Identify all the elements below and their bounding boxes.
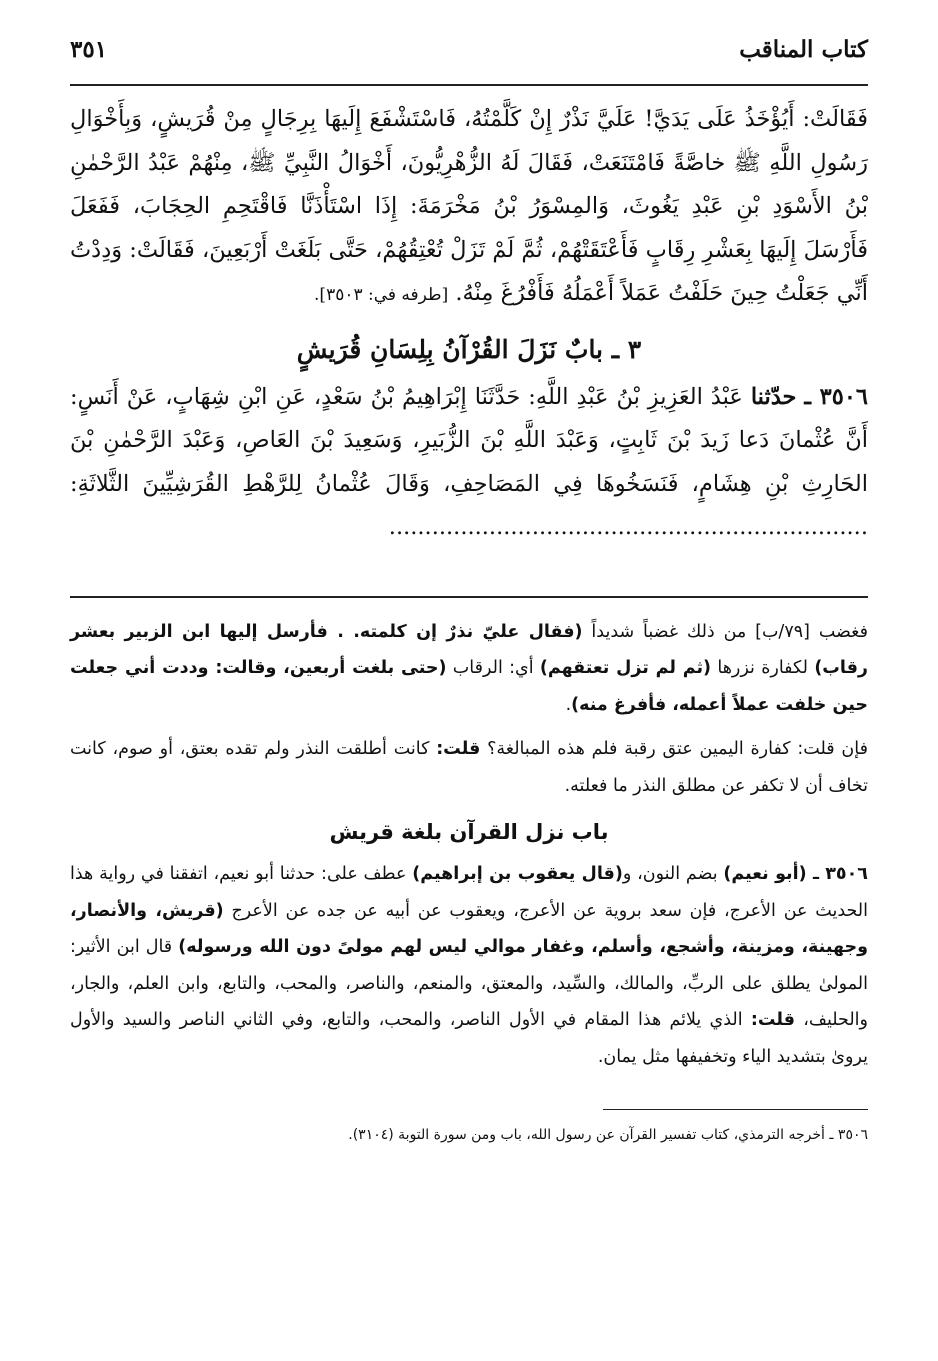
commentary-paragraph-3 [70,856,868,1075]
chapter-heading: ٣ ـ بابٌ نَزَلَ القُرْآنُ بِلِسَانِ قُرَيشٍ [296,334,642,364]
commentary-run: بضم النون، و [622,864,724,884]
hadith-narration-lead: حدّثنا [750,383,797,410]
footnote: ٣٥٠٦ ـ أخرجه الترمذي، كتاب تفسير القرآن عن رسول الله، باب ومن سورة التوبة (٣١٠٤). [348,1127,868,1143]
commentary-run: . [565,694,572,715]
page-header [70,36,868,86]
commentary-run: الذي يلائم هذا المقام في الأول الناصر، والمحب، والتابع، وفي الثاني الناصر والسيد والأول يروىٰ بتشديد الياء وتخفيفها مثل يمان. [70,1010,868,1067]
commentary-run-bold: (أبو نعيم) [723,864,807,884]
commentary-run-bold: (قال يعقوب بن إبراهيم) [412,864,623,884]
hadith-number: ٣٥٠٦ ـ [804,383,868,410]
commentary-run-bold: (فقال عليّ نذرٌ إن كلمته. . فأرسل إليها ابن الزبير بعشر رقاب) [70,621,869,678]
hadith-continuation [70,98,868,318]
commentary-run: فإن قلت: كفارة اليمين عتق رقبة فلم هذه المبالغة؟ [480,739,868,759]
commentary-paragraph-1 [70,614,868,724]
commentary-run-bold: (ثم لم تزل تعتقهم) [539,658,712,678]
commentary-run: عطف على: حدثنا أبو نعيم، اتفقنا في رواية هذا الحديث عن الأعرج، فإن سعد بروية عن الأعرج، ويعقوب عن أبيه عن جده عن الأعرج [70,864,868,921]
commentary-run: قال ابن الأثير: المولىٰ يطلق على الربِّ، والمالك، والسِّيد، والمعتق، والمنعم، والناصر، والمحب، والتابع، وابن العلم، والجار، والحليف، [70,937,868,1030]
hadith-main [70,376,868,550]
book-title: كتاب المناقب [739,36,868,63]
hadith-continuation-text: فَقَالَتْ: أَيُؤْخَذُ عَلَى يَدَيَّ! عَلَيَّ نَذْرٌ إِنْ كَلَّمْتُهُ، فَاسْتَشْفَعَ إِلَيهَا بِرِجَالٍ مِنْ قُرَيشٍ، وَبِأَخْوَالِ رَسُولِ اللَّهِ ﷺ خاصَّةً فَامْتَنَعَتْ، فَقَالَ لَهُ الزُّهْرِيُّونَ، أَخْوَالُ النَّبِيِّ ﷺ، مِنْهُمْ عَبْدُ الرَّحْمٰنِ بْنُ الأَسْوَدِ بْنِ عَبْدِ يَغُوثَ، وَالمِسْوَرُ بْنُ مَخْرَمَةَ: إِذَا اسْتَأْذَنَّا فَاقْتَحِمِ الحِجَابَ، فَفَعَلَ فَأَرْسَلَ إِلَيهَا بِعَشْرِ رِقَابٍ فَأَعْتَقَتْهُمْ، ثُمَّ لَمْ تَزَلْ تُعْتِقُهُمْ، حَتَّى بَلَغَتْ أَرْبَعِينَ، فَقَالَتْ: وَدِدْتُ أَنِّي جَعَلْتُ حِينَ حَلَفْتُ عَمَلاً أَعْمَلُهُ فَأَفْرُغَ مِنْهُ. [70,106,868,306]
book-page [70,36,868,1326]
footnote-separator [603,1109,868,1110]
commentary-separator [70,596,868,598]
commentary-run: أي: الرقاب [446,658,540,678]
commentary-paragraph-2 [70,731,868,804]
commentary-run-bold: قلت: [436,739,481,759]
commentary-run-bold: قلت: [750,1010,795,1030]
commentary-run: لكفارة نزرها [711,658,815,678]
commentary-run-bold: ٣٥٠٦ ـ [806,864,868,884]
hadith-main-text: عَبْدُ العَزِيزِ بْنُ عَبْدِ اللَّهِ: حَدَّثَنَا إِبْرَاهِيمُ بْنُ سَعْدٍ، عَنِ ابْنِ شِهَابٍ، عَنْ أَنَسٍ: أَنَّ عُثْمانَ دَعا زَيدَ بْنَ ثَابِتٍ، وَعَبْدَ اللَّهِ بْنَ الزُّبَيرِ، وَسَعِيدَ بْنَ العَاصِ، وَعَبْدَ الرَّحْمٰنِ بْنَ الحَارِثِ بْنِ هِشَامٍ، فَنَسَخُوهَا فِي المَصَاحِفِ، وَقَالَ عُثْمانُ لِلرَّهْطِ القُرَشِيِّينَ الثَّلاثَةِ: [70,383,868,497]
cross-reference: [طرفه في: ٣٥٠٣]. [314,285,449,305]
commentary-run: كانت أطلقت النذر ولم تقده بعتق، أو صوم، كانت تخاف أن لا تكفر عن مطلق النذر ما فعلته. [70,739,868,796]
commentary-run-bold: (حتى بلغت أربعين، وقالت: وددت أني جعلت حين خلفت عملاً أعمله، فأفرغ منه) [70,658,868,715]
commentary-run-bold: (قريش، والأنصار، وجهينة، ومزينة، وأشجع، وأسلم، وغفار موالي ليس لهم مولىً دون الله ورسوله) [70,900,869,957]
commentary-chapter-heading: باب نزل القرآن بلغة قريش [329,820,609,844]
page-number: ٣٥١ [70,36,108,63]
commentary-run: فغضب [٧٩/ب] من ذلك غضباً شديداً [582,621,868,642]
ellipsis-dots: ................................................................... [388,514,868,540]
